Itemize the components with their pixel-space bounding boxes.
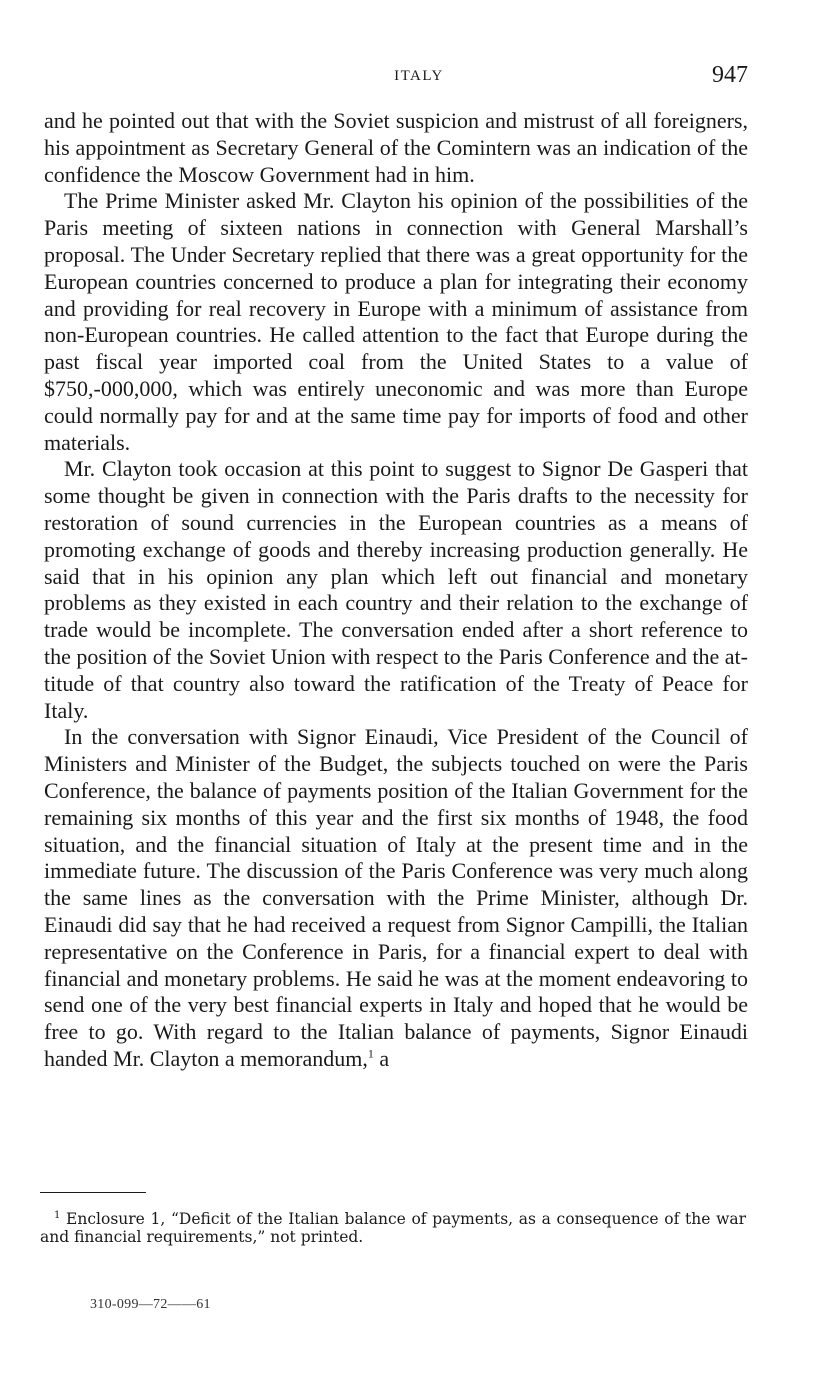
footnote-text: Enclosure 1, “Deficit of the Italian balance of payments, as a consequence of the war and financial requirements,” not printed. <box>40 1210 746 1246</box>
running-title: ITALY <box>394 68 444 84</box>
paragraph-continued: and he pointed out that with the Soviet suspicion and mistrust of all foreigners, his appointment as Secretary General of the Comintern was an indication of the confidence the Moscow Government had in him. <box>44 108 748 187</box>
body-text <box>44 108 748 1073</box>
footnote-divider <box>40 1192 146 1193</box>
paragraph-einaudi <box>44 724 748 1072</box>
paragraph-currencies: Mr. Clayton took occasion at this point to suggest to Signor De Gasperi that some thought be given in connection with the Paris drafts to the necessity for restoration of sound currencies in the European countries as a means of promoting exchange of goods and thereby increasing production generally. He said that in his opinion any plan which left out financial and monetary problems as they existed in each country and their relation to the exchange of trade would be incomplete. The conversation ended after a short reference to the position of the Soviet Union with respect to the Paris Conference and the attitude of that country also toward the ratification of the Treaty of Peace for Italy. <box>44 456 748 723</box>
print-code: 310-099—72——61 <box>90 1297 211 1312</box>
running-head <box>0 64 838 94</box>
page-number: 947 <box>712 62 748 88</box>
paragraph-einaudi-text: In the conversation with Signor Einaudi, Vice President of the Council of Ministers and Minister of the Budget, the subjects touched on were the Paris Conference, the balance of payments position of the Italian Government for the remaining six months of this year and the first six months of 1948, the food situation, and the financial situation of Italy at the present time and in the immediate future. The discussion of the Paris Conference was very much along the same lines as the conversation with the Prime Minister, although Dr. Einaudi did say that he had received a request from Signor Campilli, the Italian representative on the Conference in Paris, for a financial expert to deal with financial and monetary problems. He said he was at the moment endeavoring to send one of the very best financial experts in Italy and hoped that he would be free to go. With regard to the Italian balance of payments, Signor Einaudi handed Mr. Clayton a memorandum, <box>44 724 748 1071</box>
footnote <box>40 1210 746 1246</box>
paragraph-prime-minister: The Prime Minister asked Mr. Clayton his opinion of the possibilities of the Paris meeting of sixteen nations in connection with General Marshall’s proposal. The Under Secretary replied that there was a great opportunity for the European countries concerned to produce a plan for integrating their economy and providing for real recovery in Europe with a minimum of assistance from non-European countries. He called attention to the fact that Europe during the past fiscal year imported coal from the United States to a value of $750,-000,000, which was entirely uneconomic and was more than Europe could normally pay for and at the same time pay for imports of food and other materials. <box>44 188 748 455</box>
footnote-mark: 1 <box>54 1209 61 1221</box>
paragraph-einaudi-tail: a <box>373 1045 390 1071</box>
footnote-reference: 1 <box>367 1046 374 1061</box>
